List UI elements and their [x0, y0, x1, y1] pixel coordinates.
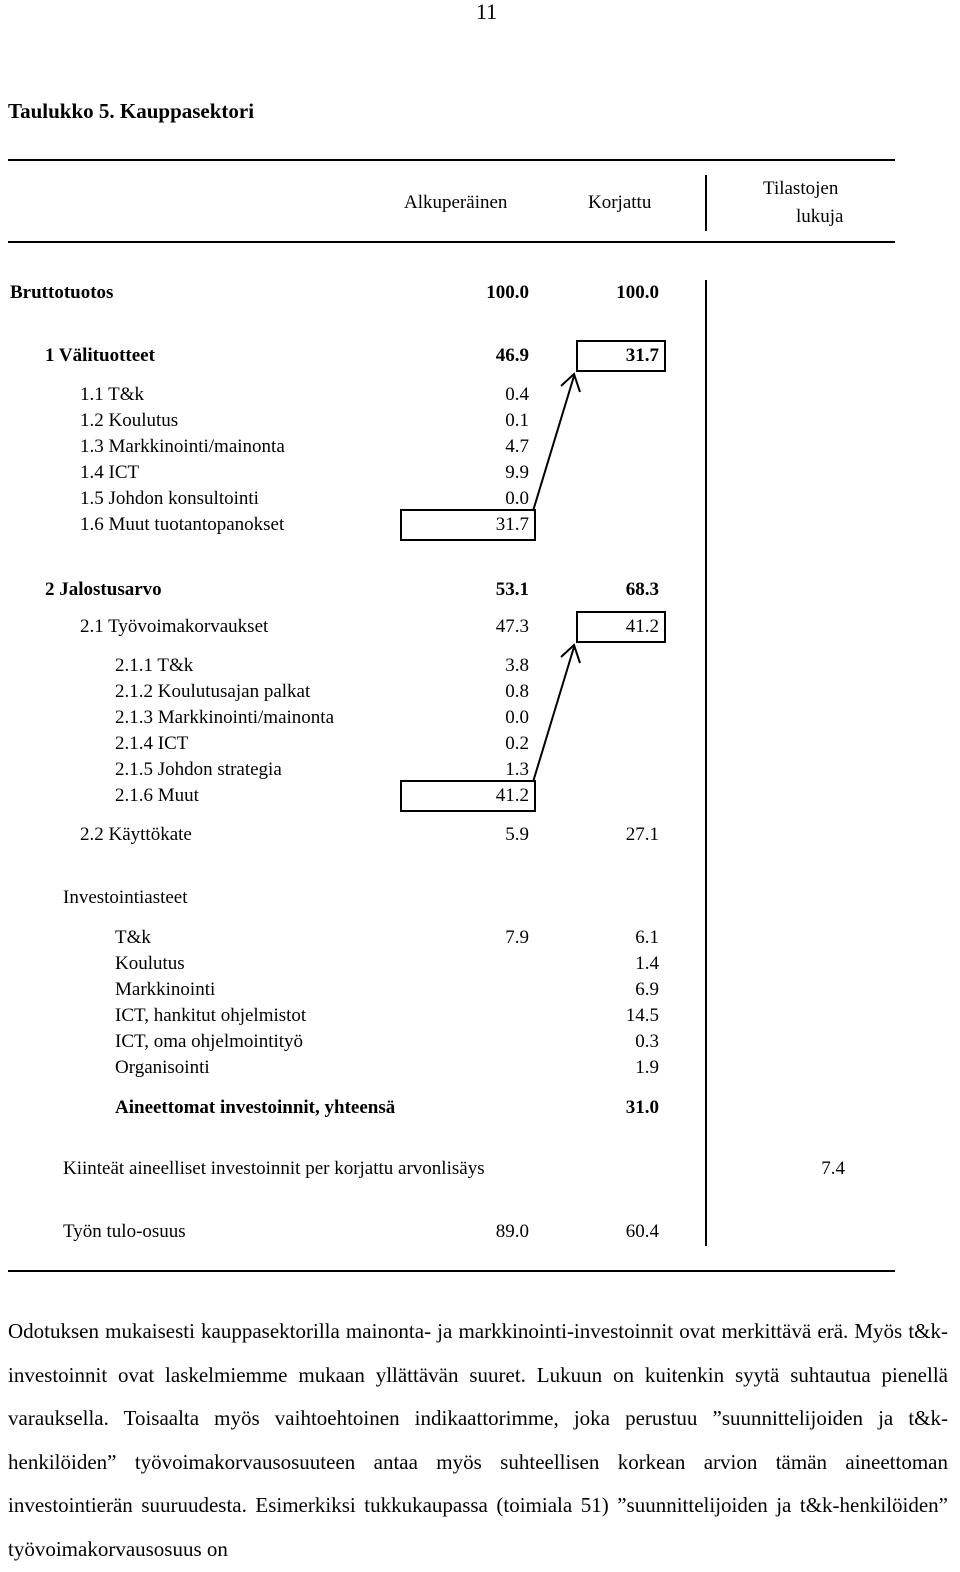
cell-labour-item-original: 0.2: [505, 733, 529, 754]
arrow-line-other-labour: [533, 647, 574, 782]
table-title: Taulukko 5. Kauppasektori: [8, 99, 255, 123]
row-label-operating-surplus: 2.2 Käyttökate: [80, 824, 192, 845]
cell-investment-item-adjusted: 6.1: [635, 927, 659, 948]
row-label-value-added: 2 Jalostusarvo: [45, 579, 162, 600]
row-label-intermediate-item: 1.4 ICT: [80, 462, 140, 483]
row-label-gross-output: Bruttotuotos: [10, 282, 114, 303]
cell-labour-share-original: 89.0: [495, 1221, 529, 1242]
cell-investment-item-adjusted: 6.9: [635, 979, 659, 1000]
row-label-labour-item: 2.1.2 Koulutusajan palkat: [115, 681, 311, 702]
row-label-investment-item: ICT, oma ohjelmointityö: [115, 1031, 304, 1052]
row-label-fixed-investment: Kiinteät aineelliset investoinnit per korjattu arvonlisäys: [63, 1158, 485, 1179]
row-label-intermediate: 1 Välituotteet: [45, 345, 155, 366]
row-label-labour-item: 2.1.4 ICT: [115, 733, 189, 754]
row-label-investment-item: Markkinointi: [115, 979, 216, 1000]
cell-gross-output-adjusted: 100.0: [616, 282, 659, 303]
cell-intangibles-total-adjusted: 31.0: [625, 1097, 659, 1118]
cell-labour-comp-original: 47.3: [495, 616, 529, 637]
row-label-investment-item: ICT, hankitut ohjelmistot: [115, 1005, 307, 1026]
cell-labour-item-original: 41.2: [495, 785, 529, 806]
row-label-intangibles-total: Aineettomat investoinnit, yhteensä: [115, 1097, 396, 1118]
section-label-investment-rates: Investointiasteet: [63, 887, 188, 908]
page-number: 11: [476, 0, 498, 24]
cell-labour-share-adjusted: 60.4: [625, 1221, 659, 1242]
cell-investment-item-adjusted: 1.9: [635, 1057, 659, 1078]
cell-fixed-investment-stats: 7.4: [821, 1158, 845, 1179]
cell-intermediate-item-original: 0.0: [505, 488, 529, 509]
row-label-labour-item: 2.1.5 Johdon strategia: [115, 759, 282, 780]
cell-labour-item-original: 3.8: [505, 655, 529, 676]
cell-operating-surplus-adjusted: 27.1: [625, 824, 659, 845]
cell-intermediate-item-original: 31.7: [495, 514, 529, 535]
body-paragraph-text: Odotuksen mukaisesti kauppasektorilla mainonta- ja markkinointi-investoinnit ovat merkittävä erä. Myös t&k-investoinnit ovat laskelmiemme mukaan yllättävän suuret. Lukuun on kuitenkin syytä suhtautua pienellä varauksella. Toisaalta myös vaihtoehtoinen indikaattorimme, joka perustuu ”suunnittelijoiden ja t&k-henkilöiden” työvoimakorvausosuuteen antaa myös suhteellisen korkean arvion tämän aineettoman investointierän suuruudesta. Esimerkiksi tukkukaupassa (toimiala 51) ”suunnittelijoiden ja t&k-henkilöiden” työvoimakorvausosuus on: [8, 1319, 948, 1561]
cell-intermediate-adjusted: 31.7: [625, 345, 659, 366]
cell-gross-output-original: 100.0: [486, 282, 529, 303]
row-label-labour-item: 2.1.3 Markkinointi/mainonta: [115, 707, 335, 728]
row-label-intermediate-item: 1.6 Muut tuotantopanokset: [80, 514, 285, 535]
row-label-labour-item: 2.1.1 T&k: [115, 655, 194, 676]
cell-labour-comp-adjusted: 41.2: [625, 616, 659, 637]
row-label-intermediate-item: 1.3 Markkinointi/mainonta: [80, 436, 285, 457]
cell-investment-item-adjusted: 0.3: [635, 1031, 659, 1052]
row-label-investment-item: Koulutus: [115, 953, 185, 974]
cell-operating-surplus-original: 5.9: [505, 824, 529, 845]
row-label-intermediate-item: 1.2 Koulutus: [80, 410, 179, 431]
cell-labour-item-original: 1.3: [505, 759, 529, 780]
row-label-labour-comp: 2.1 Työvoimakorvaukset: [80, 616, 269, 637]
column-header-stats-line2: lukuja: [796, 206, 844, 227]
row-label-investment-item: T&k: [115, 927, 151, 948]
cell-labour-item-original: 0.8: [505, 681, 529, 702]
column-header-stats-line1: Tilastojen: [763, 178, 839, 199]
row-label-investment-item: Organisointi: [115, 1057, 210, 1078]
cell-intermediate-item-original: 9.9: [505, 462, 529, 483]
cell-intermediate-item-original: 0.1: [505, 410, 529, 431]
cell-intermediate-original: 46.9: [495, 345, 529, 366]
column-header-original: Alkuperäinen: [404, 192, 508, 213]
row-label-intermediate-item: 1.5 Johdon konsultointi: [80, 488, 259, 509]
column-header-adjusted: Korjattu: [588, 192, 652, 213]
row-label-labour-share: Työn tulo-osuus: [63, 1221, 186, 1242]
cell-labour-item-original: 0.0: [505, 707, 529, 728]
cell-investment-item-adjusted: 14.5: [625, 1005, 659, 1026]
row-label-intermediate-item: 1.1 T&k: [80, 384, 145, 405]
cell-intermediate-item-original: 4.7: [505, 436, 529, 457]
cell-investment-item-adjusted: 1.4: [635, 953, 659, 974]
cell-value-added-adjusted: 68.3: [625, 579, 659, 600]
row-label-labour-item: 2.1.6 Muut: [115, 785, 199, 806]
cell-intermediate-item-original: 0.4: [505, 384, 529, 405]
arrow-line-other-inputs: [533, 376, 574, 511]
cell-value-added-original: 53.1: [495, 579, 529, 600]
body-paragraph: [8, 1310, 948, 1572]
cell-investment-item-original: 7.9: [505, 927, 529, 948]
